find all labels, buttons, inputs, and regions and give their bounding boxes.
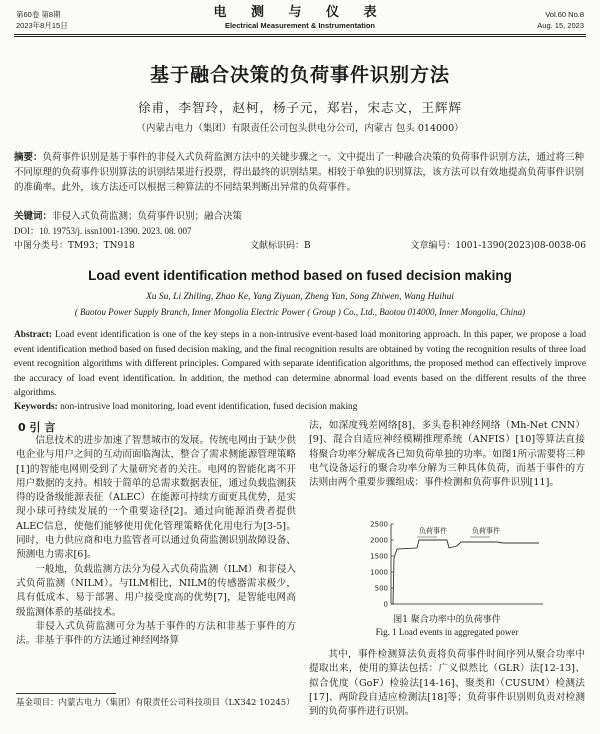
y-tick-label: 500 (374, 584, 388, 593)
keywords-cn (14, 208, 586, 222)
figure-caption-en: Fig. 1 Load events in aggregated power (375, 627, 519, 637)
series-aggregated-power (391, 540, 539, 604)
keywords-en (14, 402, 586, 412)
y-tick-label: 1500 (370, 552, 388, 561)
classification-row (14, 238, 586, 252)
volume-issue-en: Vol.60 No.8 (545, 10, 584, 19)
affiliation-en: ( Baotou Power Supply Branch, Inner Mongolia Electric Power ( Group ) Co., Ltd., Baotou 014000, Inner Mongolia, China) (74, 307, 526, 317)
funding-note: 基金项目：内蒙古电力（集团）有限责任公司科技项目（LX342 10245） (16, 698, 295, 708)
journal-masthead (160, 5, 440, 31)
paper-title-en: Load event identification method based on fused decision making (88, 268, 512, 283)
paragraph-right-bottom: 其中，事件检测算法负责将负荷事件时间序列从聚合功率中提取出来，使用的算法包括：广义似然比（GLR）法[12-13]、拟合优度（GoF）检验法[14-16]、聚类和（CUSUM）检测法[17]、两阶段自适应检测法[18]等；负荷事件识别则负责对检测到的负荷事件进行识别。 (309, 649, 585, 718)
affiliation-cn: （内蒙古电力（集团）有限责任公司包头供电分公司，内蒙古 包头 014000） (136, 123, 464, 134)
clc-number: 中图分类号：TM93；TN918 (14, 241, 135, 251)
document-code: 文献标识码：B (250, 241, 311, 251)
header-rule (14, 34, 586, 35)
footnote-rule (16, 693, 116, 694)
abstract-en (14, 328, 586, 401)
y-tick-label: 2500 (370, 520, 388, 529)
issue-date-en: Aug. 15, 2023 (537, 21, 584, 30)
paragraph-2: 一般地，负载监测方法分为侵入式负荷监测（ILM）和非侵入式负荷监测（NILM）。与ILM相比，NILM的传感器需求极少，具有低成本、易于部署、用户接受度高的优势[7]，是智能电网高级监测体系的基础技术。 (16, 563, 296, 618)
header-volume-cn (16, 9, 68, 31)
abstract-cn-label: 摘要： (14, 152, 43, 163)
y-tick-label: 1000 (370, 568, 388, 577)
header-volume-en (537, 9, 584, 31)
legend-label-2: 负荷事件 (472, 527, 500, 535)
paper-title-cn: 基于融合决策的负荷事件识别方法 (149, 64, 450, 86)
paragraph-right-top: 法，如深度残差网络[8]、多头卷积神经网络（Mh-Net CNN）[9]、混合自适应神经模糊推理系统（ANFIS）[10]等算法直接将聚合功率分解成各已知负荷单独的功率。如图1所示需要将三种电气设备运行的聚合功率分解为三种具体负荷，而基于事件的方法则由两个重要步骤组成：事件检测和负荷事件识别[11]。 (309, 420, 585, 489)
abstract-cn (14, 150, 586, 195)
journal-title-en: Electrical Measurement & Instrumentation (224, 21, 376, 30)
paragraph-3: 非侵入式负荷监测可分为基于事件的方法和非基于事件的方法。非基于事件的方法通过神经网络算 (16, 620, 296, 647)
keywords-en-text: non-intrusive load monitoring, load event identification, fused decision making (60, 402, 358, 412)
body-left-column (16, 434, 296, 648)
body-right-column-bottom (309, 648, 585, 719)
abstract-en-label: Abstract: (14, 330, 53, 340)
authors-en: Xu Su, Li Zhiling, Zhao Ke, Yang Ziyuan, Zheng Yan, Song Zhiwen, Wang Huihui (145, 292, 454, 302)
y-tick-label: 0 (383, 600, 388, 609)
article-number: 文章编号：1001-1390(2023)08-0038-06 (410, 241, 586, 251)
authors-cn: 徐甫，李智玲，赵柯，杨子元，郑岩，宋志文，王辉辉 (137, 100, 462, 115)
abstract-en-text: Load event identification is one of the key steps in a non-intrusive event-based load monitoring approach. In this paper, we propose a load event identification method based on fused decision making, and the final recognition results are obtained by voting the recognition results of three load event recognition algorithms with different principles. Compared with separate identification algorithms, the proposed method can effectively improve the accuracy of load event identification. In addition, the method can determine abnormal load events based on the different results of the three algorithms. (14, 330, 587, 399)
abstract-cn-text: 负荷事件识别是基于事件的非侵入式负荷监测方法中的关键步骤之一。文中提出了一种融合决策的负荷事件识别方法，通过将三种不同原理的负荷事件识别算法的识别结果进行投票，得出最终的识别结果。相较于单独的识别算法，该方法可以有效地提高负荷事件识别的准确率。此外，该方法还可以根据三种算法的不同结果判断出异常的负荷事件。 (14, 152, 585, 193)
figure-caption-cn: 图1 聚合功率中的负荷事件 (393, 615, 501, 625)
keywords-en-label: Keywords: (14, 402, 58, 412)
body-right-column-top (309, 419, 585, 490)
legend-label-1: 负荷事件 (419, 527, 447, 535)
figure-aggregated-power-chart (357, 518, 547, 611)
doi[interactable]: DOI：10. 19753/j. issn1001-1390. 2023. 08. 007 (14, 226, 192, 236)
issue-date-cn: 2023年8月15日 (16, 21, 68, 30)
y-tick-label: 2000 (370, 536, 388, 545)
keywords-cn-text: 非侵入式负荷监测；负荷事件识别；融合决策 (52, 211, 243, 222)
section-heading-introduction: 0 引 言 (18, 421, 56, 434)
paragraph-1: 信息技术的进步加速了智慧城市的发展。传统电网由于缺少供电企业与用户之间的互动而面临淘汰，整合了需求侧能源管理策略[1]的智能电网则受到了大量研究者的关注。电网的智能化离不开用户数据的支持。相较于简单的总需求数据表征，通过负载监测获得的设备级能源表征（ALEC）在能源可持续方面更具优势，是实现小球可持续发展的一个重要途径[2]。通过向能源消费者提供ALEC信息，使他们能够使用优化管理策略优化用电行为[3-5]。同时，电力供应商和电力监管者可以通过负荷监测识别故障设备、预测电力需求[6]。 (16, 435, 296, 561)
keywords-cn-label: 关键词： (14, 211, 53, 222)
volume-issue-cn: 第60卷 第8期 (16, 10, 61, 19)
header-rule-thin (14, 36, 586, 37)
journal-title-cn: 电 测 与 仪 表 (213, 5, 387, 20)
